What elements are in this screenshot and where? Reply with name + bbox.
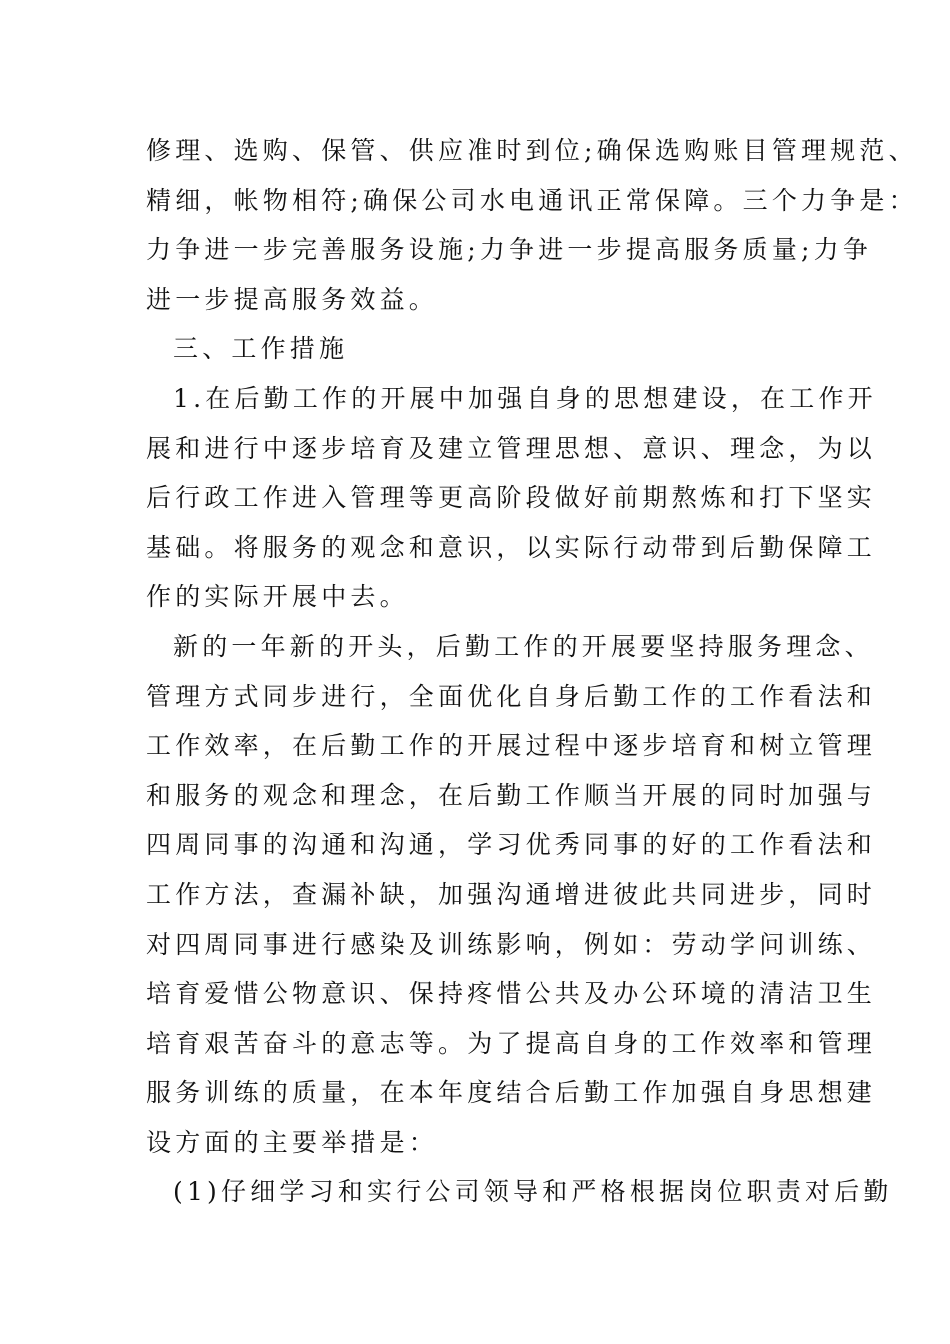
text-line: 服务训练的质量，在本年度结合后勤工作加强自身思想建 bbox=[146, 1078, 877, 1108]
text-line: 和服务的观念和理念，在后勤工作顺当开展的同时加强与 bbox=[146, 780, 877, 810]
text-line: 四周同事的沟通和沟通，学习优秀同事的好的工作看法和 bbox=[146, 830, 877, 860]
text-line: 作的实际开展中去。 bbox=[146, 582, 409, 612]
text-line: 展和进行中逐步培育及建立管理思想、意识、理念，为以 bbox=[146, 433, 877, 463]
text-line: 培育爱惜公物意识、保持疼惜公共及办公环境的清洁卫生 bbox=[146, 979, 877, 1009]
text-line: 工作方法，查漏补缺，加强沟通增进彼此共同进步，同时 bbox=[146, 879, 877, 909]
text-line: 力争进一步完善服务设施;力争进一步提高服务质量;力争 bbox=[146, 235, 873, 265]
text-line: 工作效率，在后勤工作的开展过程中逐步培育和树立管理 bbox=[146, 731, 877, 761]
text-line: 基础。将服务的观念和意识，以实际行动带到后勤保障工 bbox=[146, 532, 877, 562]
text-line: 精细，帐物相符;确保公司水电通讯正常保障。三个力争是： bbox=[146, 185, 918, 215]
text-line: 管理方式同步进行，全面优化自身后勤工作的工作看法和 bbox=[146, 681, 877, 711]
text-line: 设方面的主要举措是： bbox=[146, 1127, 439, 1157]
section-heading: 三、工作措施 bbox=[173, 334, 349, 364]
text-line: (1)仔细学习和实行公司领导和严格根据岗位职责对后勤 bbox=[173, 1177, 893, 1207]
text-line: 1.在后勤工作的开展中加强自身的思想建设，在工作开 bbox=[173, 383, 877, 413]
text-line: 后行政工作进入管理等更高阶段做好前期熬炼和打下坚实 bbox=[146, 483, 877, 513]
text-line: 进一步提高服务效益。 bbox=[146, 284, 439, 314]
text-line: 培育艰苦奋斗的意志等。为了提高自身的工作效率和管理 bbox=[146, 1028, 877, 1058]
text-line: 新的一年新的开头，后勤工作的开展要坚持服务理念、 bbox=[173, 631, 874, 661]
text-line: 修理、选购、保管、供应准时到位;确保选购账目管理规范、 bbox=[146, 136, 918, 165]
text-line: 对四周同事进行感染及训练影响，例如：劳动学问训练、 bbox=[146, 929, 877, 959]
body-text bbox=[146, 126, 918, 1217]
